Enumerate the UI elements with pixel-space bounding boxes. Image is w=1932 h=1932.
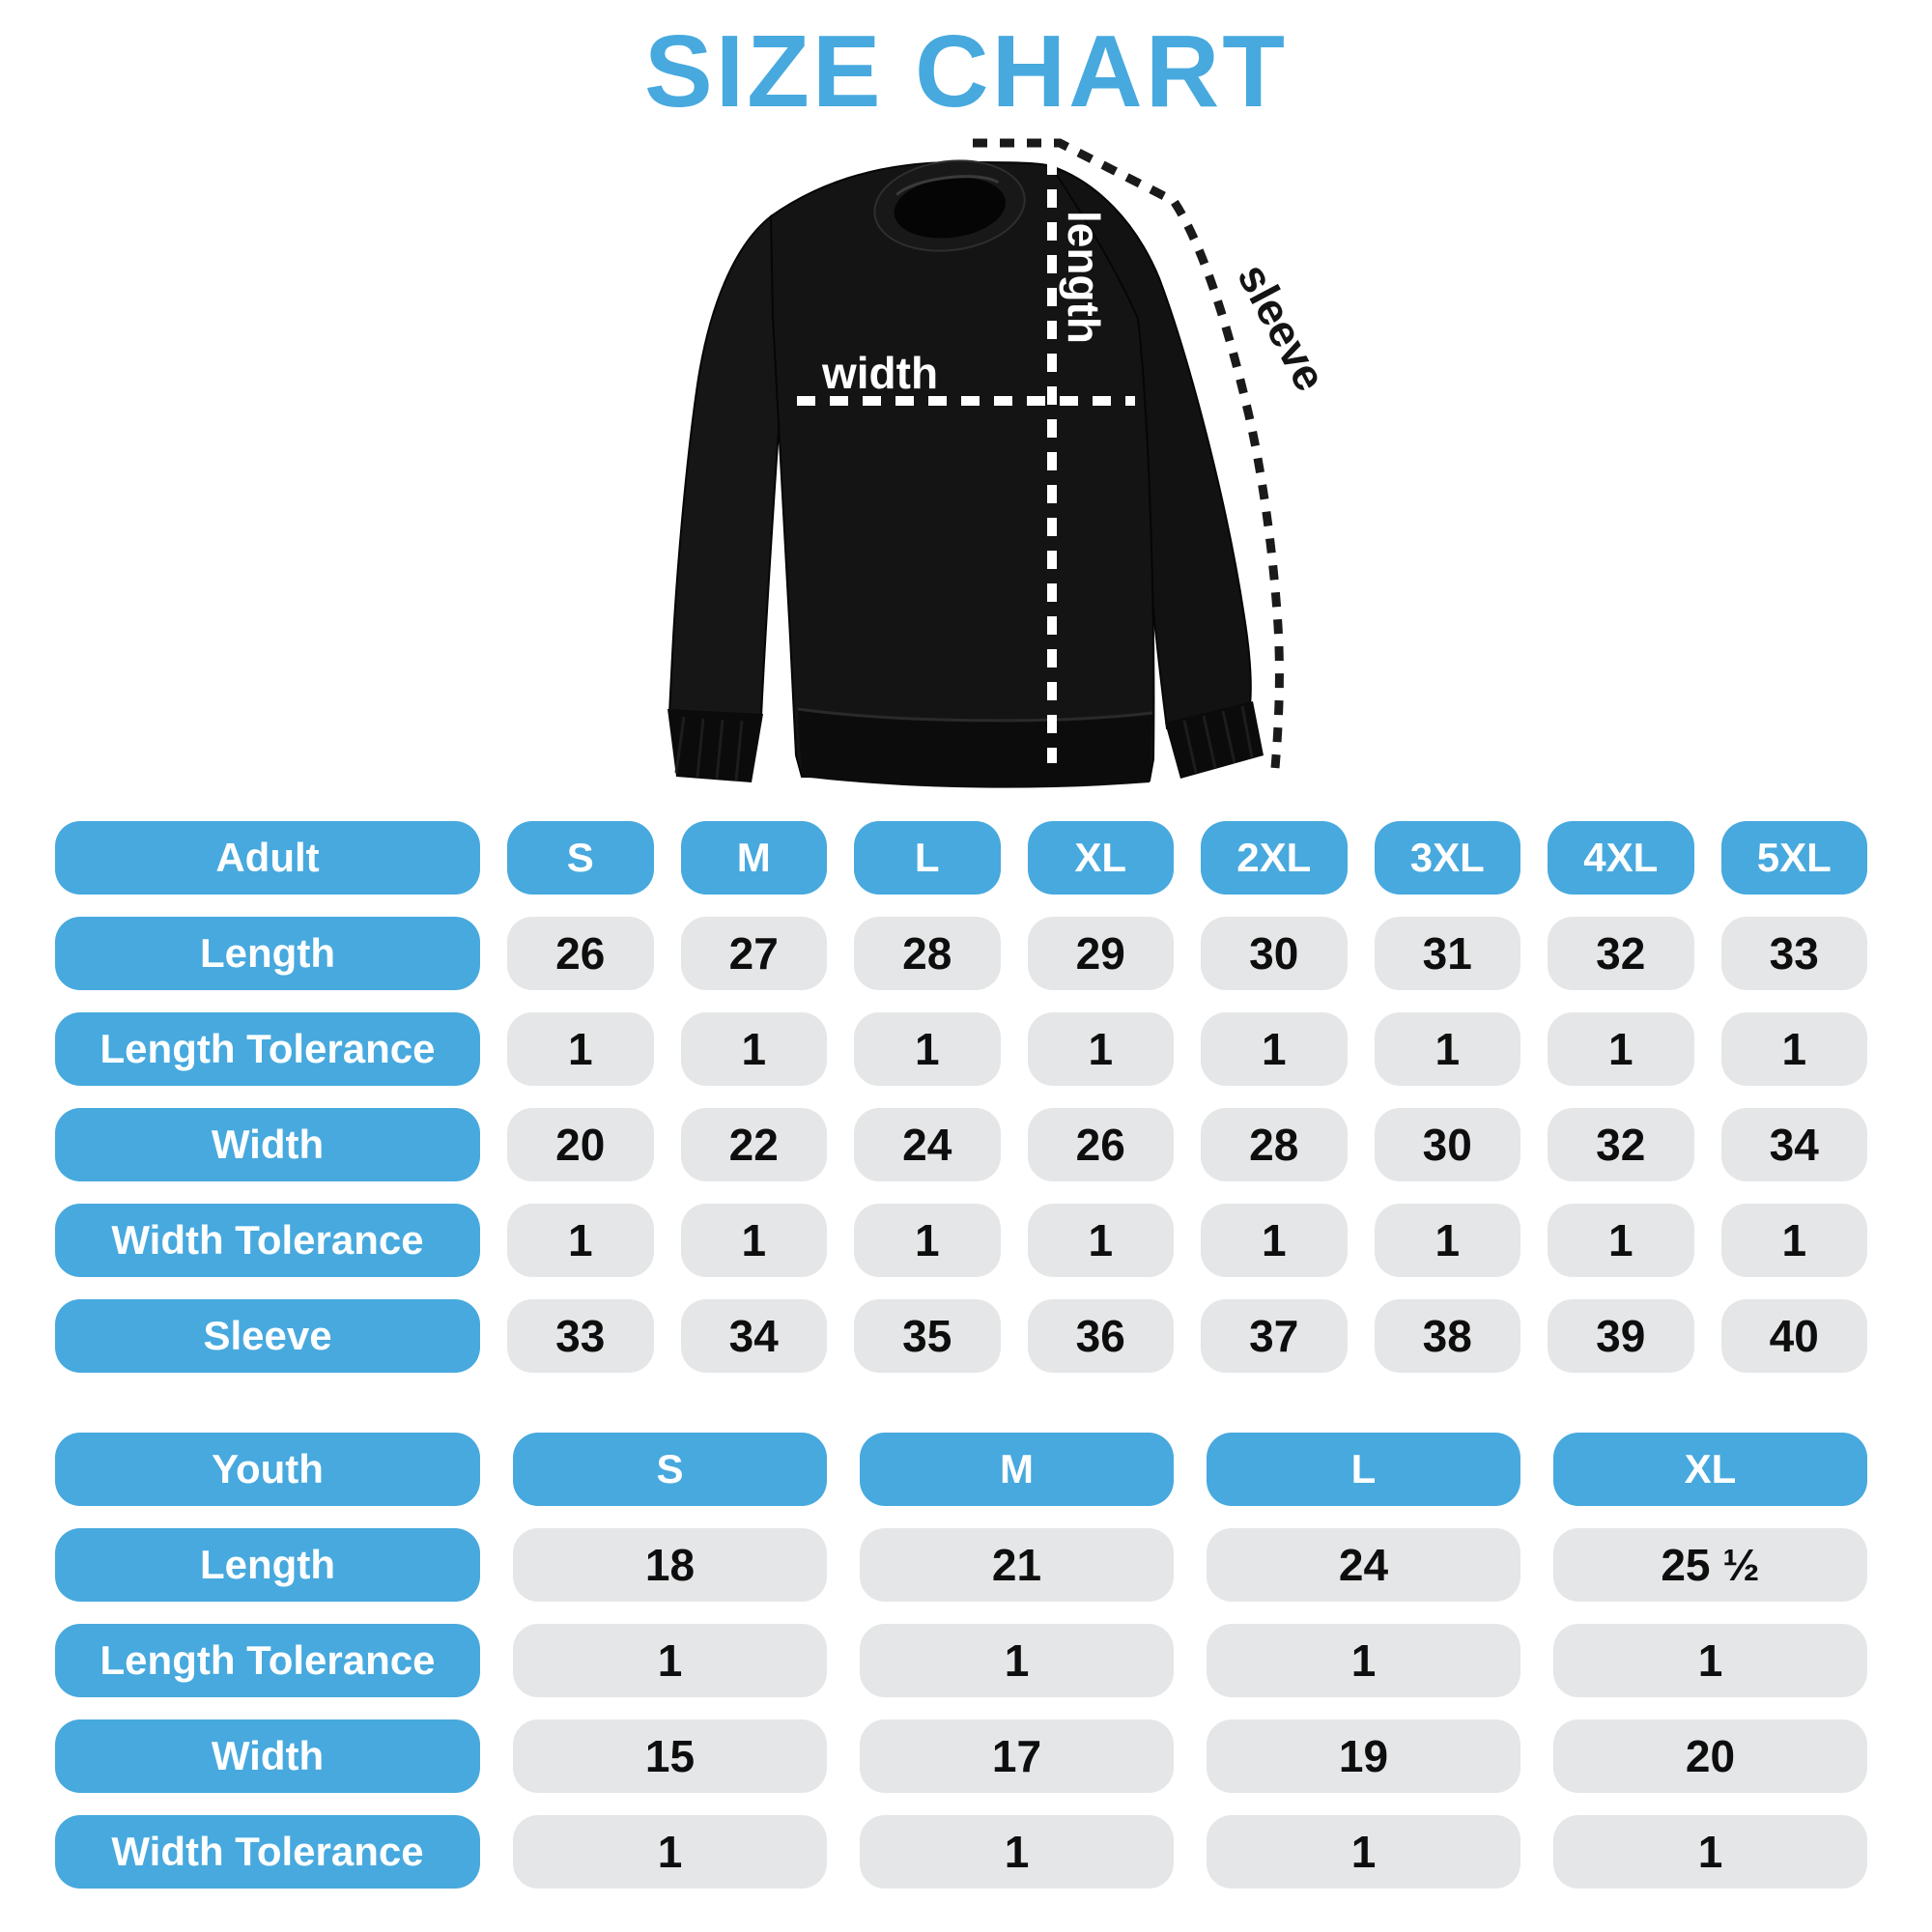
adult-length-cell: 33 bbox=[1721, 917, 1868, 990]
adult-length-cell: 29 bbox=[1028, 917, 1175, 990]
adult-size-header-m: M bbox=[681, 821, 828, 895]
youth-length-tolerance-cell: 1 bbox=[1207, 1624, 1520, 1697]
youth-length-cell: 24 bbox=[1207, 1528, 1520, 1602]
adult-length-cell: 30 bbox=[1201, 917, 1348, 990]
youth-row-label-width-tolerance: Width Tolerance bbox=[55, 1815, 480, 1889]
adult-width-tolerance-cell: 1 bbox=[1028, 1204, 1175, 1277]
adult-size-header-s: S bbox=[507, 821, 654, 895]
adult-width-tolerance-cell: 1 bbox=[854, 1204, 1001, 1277]
sweatshirt-left-sleeve bbox=[669, 216, 784, 717]
adult-width-cell: 30 bbox=[1375, 1108, 1521, 1181]
adult-width-cell: 28 bbox=[1201, 1108, 1348, 1181]
youth-width-tolerance-cell: 1 bbox=[1207, 1815, 1520, 1889]
adult-width-cell: 32 bbox=[1548, 1108, 1694, 1181]
youth-width-cell: 19 bbox=[1207, 1719, 1520, 1793]
youth-width-tolerance-cell: 1 bbox=[860, 1815, 1174, 1889]
youth-width-cell: 20 bbox=[1553, 1719, 1867, 1793]
adult-length-cell: 32 bbox=[1548, 917, 1694, 990]
adult-width-tolerance-cell: 1 bbox=[1721, 1204, 1868, 1277]
youth-width-cell: 17 bbox=[860, 1719, 1174, 1793]
adult-length-tolerance-cell: 1 bbox=[1721, 1012, 1868, 1086]
adult-sleeve-cell: 36 bbox=[1028, 1299, 1175, 1373]
adult-width-cell: 20 bbox=[507, 1108, 654, 1181]
adult-width-tolerance-cell: 1 bbox=[507, 1204, 654, 1277]
adult-length-tolerance-cell: 1 bbox=[1548, 1012, 1694, 1086]
adult-width-tolerance-cell: 1 bbox=[1375, 1204, 1521, 1277]
youth-row-label-width: Width bbox=[55, 1719, 480, 1793]
adult-size-header-2xl: 2XL bbox=[1201, 821, 1348, 895]
adult-sleeve-cell: 35 bbox=[854, 1299, 1001, 1373]
adult-length-tolerance-cell: 1 bbox=[854, 1012, 1001, 1086]
sleeve-label: sleeve bbox=[1228, 255, 1337, 399]
adult-size-table bbox=[55, 821, 1867, 1373]
youth-length-cell: 18 bbox=[513, 1528, 827, 1602]
adult-width-cell: 24 bbox=[854, 1108, 1001, 1181]
adult-length-cell: 26 bbox=[507, 917, 654, 990]
adult-table-title: Adult bbox=[55, 821, 480, 895]
youth-size-header-xl: XL bbox=[1553, 1433, 1867, 1506]
adult-size-header-5xl: 5XL bbox=[1721, 821, 1868, 895]
adult-size-header-xl: XL bbox=[1028, 821, 1175, 895]
youth-row-label-length: Length bbox=[55, 1528, 480, 1602]
adult-size-header-3xl: 3XL bbox=[1375, 821, 1521, 895]
youth-size-header-l: L bbox=[1207, 1433, 1520, 1506]
adult-row-label-width-tolerance: Width Tolerance bbox=[55, 1204, 480, 1277]
adult-length-tolerance-cell: 1 bbox=[1028, 1012, 1175, 1086]
adult-sleeve-cell: 40 bbox=[1721, 1299, 1868, 1373]
adult-width-tolerance-cell: 1 bbox=[1201, 1204, 1348, 1277]
adult-row-label-width: Width bbox=[55, 1108, 480, 1181]
youth-size-header-s: S bbox=[513, 1433, 827, 1506]
width-label: width bbox=[822, 348, 939, 398]
adult-sleeve-cell: 33 bbox=[507, 1299, 654, 1373]
adult-width-cell: 34 bbox=[1721, 1108, 1868, 1181]
adult-width-cell: 26 bbox=[1028, 1108, 1175, 1181]
youth-length-cell: 21 bbox=[860, 1528, 1174, 1602]
sweatshirt-illustration bbox=[609, 114, 1352, 811]
adult-length-tolerance-cell: 1 bbox=[1201, 1012, 1348, 1086]
adult-length-tolerance-cell: 1 bbox=[1375, 1012, 1521, 1086]
sweatshirt-measurement-diagram bbox=[609, 114, 1352, 811]
adult-sleeve-cell: 38 bbox=[1375, 1299, 1521, 1373]
youth-length-cell: 25 ½ bbox=[1553, 1528, 1867, 1602]
youth-length-tolerance-cell: 1 bbox=[860, 1624, 1174, 1697]
adult-width-tolerance-cell: 1 bbox=[681, 1204, 828, 1277]
adult-width-cell: 22 bbox=[681, 1108, 828, 1181]
adult-sleeve-cell: 39 bbox=[1548, 1299, 1694, 1373]
page-title: SIZE CHART bbox=[644, 14, 1288, 128]
youth-width-tolerance-cell: 1 bbox=[513, 1815, 827, 1889]
adult-row-label-length-tolerance: Length Tolerance bbox=[55, 1012, 480, 1086]
youth-size-table bbox=[55, 1433, 1867, 1889]
adult-length-cell: 28 bbox=[854, 917, 1001, 990]
youth-length-tolerance-cell: 1 bbox=[513, 1624, 827, 1697]
adult-sleeve-cell: 34 bbox=[681, 1299, 828, 1373]
adult-width-tolerance-cell: 1 bbox=[1548, 1204, 1694, 1277]
youth-row-label-length-tolerance: Length Tolerance bbox=[55, 1624, 480, 1697]
adult-size-header-4xl: 4XL bbox=[1548, 821, 1694, 895]
adult-length-tolerance-cell: 1 bbox=[681, 1012, 828, 1086]
adult-size-header-l: L bbox=[854, 821, 1001, 895]
length-label: length bbox=[1059, 211, 1109, 344]
youth-length-tolerance-cell: 1 bbox=[1553, 1624, 1867, 1697]
adult-row-label-length: Length bbox=[55, 917, 480, 990]
youth-width-cell: 15 bbox=[513, 1719, 827, 1793]
youth-width-tolerance-cell: 1 bbox=[1553, 1815, 1867, 1889]
adult-sleeve-cell: 37 bbox=[1201, 1299, 1348, 1373]
youth-size-header-m: M bbox=[860, 1433, 1174, 1506]
adult-length-cell: 31 bbox=[1375, 917, 1521, 990]
youth-table-title: Youth bbox=[55, 1433, 480, 1506]
adult-length-tolerance-cell: 1 bbox=[507, 1012, 654, 1086]
sweatshirt-left-cuff bbox=[668, 709, 763, 782]
adult-length-cell: 27 bbox=[681, 917, 828, 990]
adult-row-label-sleeve: Sleeve bbox=[55, 1299, 480, 1373]
